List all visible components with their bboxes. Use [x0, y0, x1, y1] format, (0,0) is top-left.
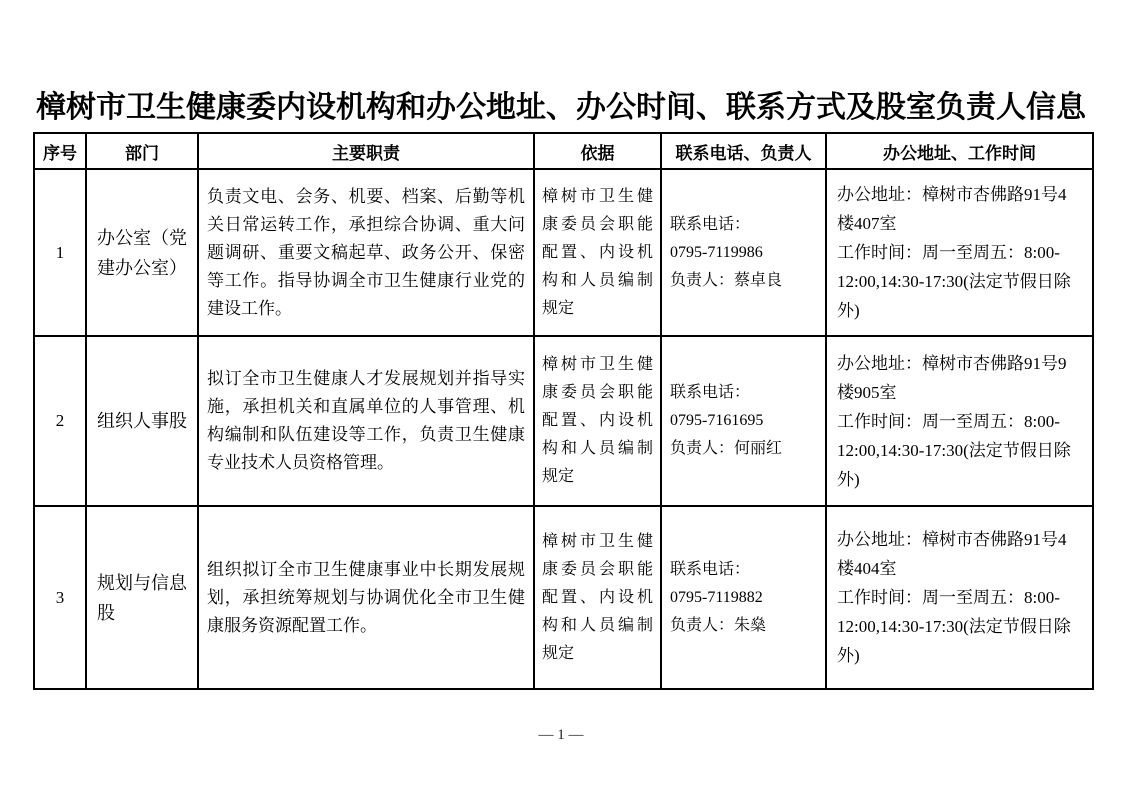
contact-person: 负责人：朱燊: [670, 616, 767, 634]
contact-phone-label: 联系电话：: [670, 215, 751, 233]
office-address: 办公地址：樟树市杏佛路91号4楼404室: [837, 530, 1067, 578]
header-office: 办公地址、工作时间: [826, 133, 1093, 169]
office-hours: 工作时间：周一至周五：8:00-12:00,14:30-17:30(法定节假日除外): [837, 243, 1071, 320]
department-info-table: [33, 132, 1094, 690]
table-row: [34, 169, 1093, 336]
header-department: 部门: [86, 133, 198, 169]
basis-cell: 樟树市卫生健康委员会职能配置、内设机构和人员编制规定: [534, 169, 661, 336]
contact-cell: [661, 169, 826, 336]
contact-person: 负责人：何丽红: [670, 440, 783, 457]
contact-phone-label: 联系电话：: [670, 384, 751, 401]
header-contact: 联系电话、负责人: [661, 133, 826, 169]
office-cell: [826, 169, 1093, 336]
header-seq: 序号: [34, 133, 86, 169]
table-header-row: [34, 133, 1093, 169]
header-duties: 主要职责: [198, 133, 534, 169]
basis-cell: 樟树市卫生健康委员会职能配置、内设机构和人员编制规定: [534, 506, 661, 689]
office-cell: [826, 506, 1093, 689]
row-seq: 2: [34, 336, 86, 506]
row-seq: 1: [34, 169, 86, 336]
page-number: — 1 —: [538, 727, 584, 743]
header-basis: 依据: [534, 133, 661, 169]
contact-cell: [661, 506, 826, 689]
office-hours: 工作时间：周一至周五：8:00-12:00,14:30-17:30(法定节假日除外): [837, 588, 1071, 665]
office-hours: 工作时间：周一至周五：8:00-12:00,14:30-17:30(法定节假日除外): [837, 411, 1071, 489]
contact-phone-label: 联系电话：: [670, 560, 751, 578]
table-row: [34, 336, 1093, 506]
duties-cell: 负责文电、会务、机要、档案、后勤等机关日常运转工作，承担综合协调、重大问题调研、重要文稿起草、政务公开、保密等工作。指导协调全市卫生健康行业党的建设工作。: [198, 169, 534, 336]
office-address: 办公地址：樟树市杏佛路91号9楼905室: [837, 353, 1067, 402]
office-address: 办公地址：樟树市杏佛路91号4楼407室: [837, 185, 1067, 233]
department-cell: 办公室（党建办公室）: [86, 169, 198, 336]
contact-person: 负责人：蔡卓良: [670, 271, 783, 289]
department-cell: 组织人事股: [86, 336, 198, 506]
basis-cell: 樟树市卫生健康委员会职能配置、内设机构和人员编制规定: [534, 336, 661, 506]
document-title: 樟树市卫生健康委内设机构和办公地址、办公时间、联系方式及股室负责人信息: [36, 91, 1086, 124]
duties-cell: 拟订全市卫生健康人才发展规划并指导实施，承担机关和直属单位的人事管理、机构编制和队伍建设等工作，负责卫生健康专业技术人员资格管理。: [198, 336, 534, 506]
row-seq: 3: [34, 506, 86, 689]
contact-phone-number: 0795-7119882: [670, 588, 763, 606]
contact-phone-number: 0795-7161695: [670, 412, 764, 429]
department-cell: 规划与信息股: [86, 506, 198, 689]
contact-phone-number: 0795-7119986: [670, 243, 763, 261]
contact-cell: [661, 336, 826, 506]
table-row: [34, 506, 1093, 689]
duties-cell: 组织拟订全市卫生健康事业中长期发展规划，承担统筹规划与协调优化全市卫生健康服务资源配置工作。: [198, 506, 534, 689]
office-cell: [826, 336, 1093, 506]
